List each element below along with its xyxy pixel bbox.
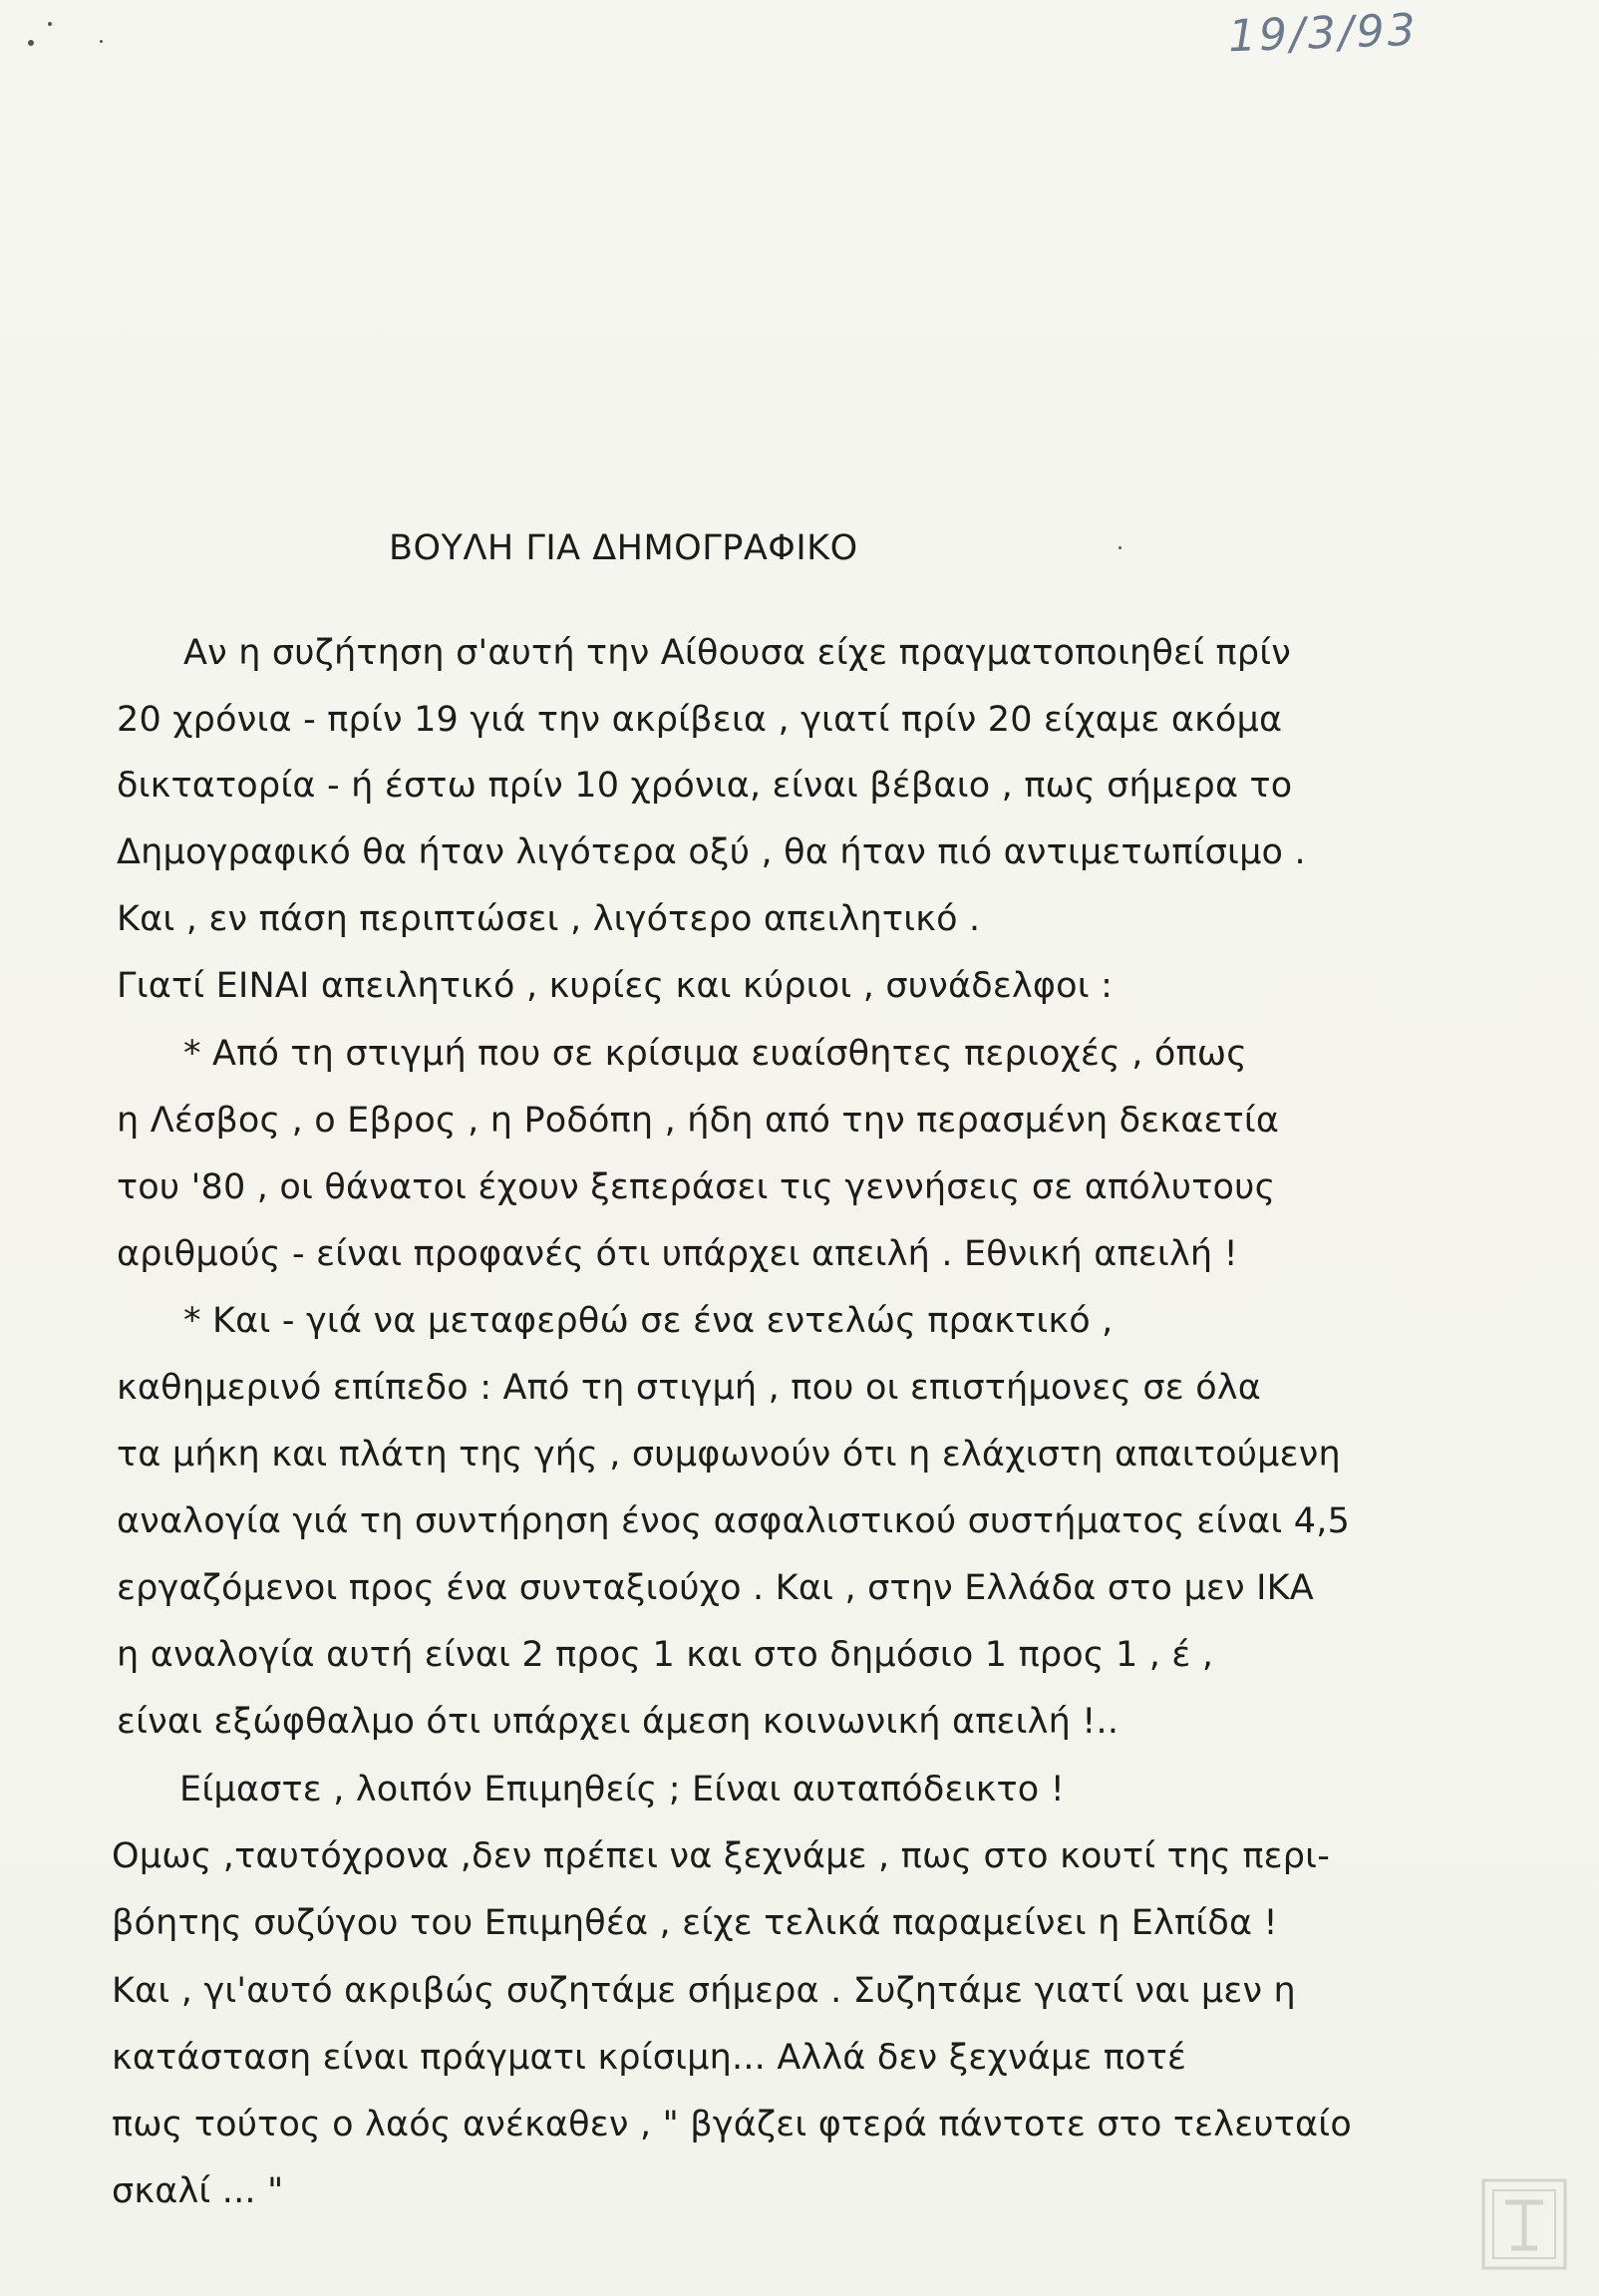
text-line: Δημογραφικό θα ήταν λιγότερα οξύ , θα ήταν πιό αντιμετωπίσιμο . xyxy=(117,832,1306,872)
text-line: * Και - γιά να μεταφερθώ σε ένα εντελώς πρακτικό , xyxy=(183,1301,1114,1341)
text-line: κατάσταση είναι πράγματι κρίσιμη... Αλλά δεν ξεχνάμε ποτέ xyxy=(112,2038,1187,2078)
text-line: τα μήκη και πλάτη της γής , συμφωνούν ότι η ελάχιστη απαιτούμενη xyxy=(117,1435,1341,1475)
text-line: καθημερινό επίπεδο : Από τη στιγμή , που οι επιστήμονες σε όλα xyxy=(117,1368,1262,1408)
text-line: σκαλί ... " xyxy=(112,2171,284,2211)
scan-speck xyxy=(100,40,103,43)
scan-speck xyxy=(28,40,34,46)
document-title: ΒΟΥΛΗ ΓΙΑ ΔΗΜΟΓΡΑΦΙΚΟ xyxy=(389,528,858,568)
text-line: Ομως ,ταυτόχρονα ,δεν πρέπει να ξεχνάμε , πως στο κουτί της περι- xyxy=(112,1836,1331,1876)
text-line: αναλογία γιά τη συντήρηση ένος ασφαλιστικού συστήματος είναι 4,5 xyxy=(117,1501,1351,1541)
scan-speck xyxy=(1119,546,1121,549)
text-line: Γιατί ΕΙΝΑΙ απειλητικό , κυρίες και κύριοι , συνάδελφοι : xyxy=(117,966,1114,1006)
text-line: Αν η συζήτηση σ'αυτή την Αίθουσα είχε πραγματοποιηθεί πρίν xyxy=(183,633,1292,673)
text-line: η Λέσβος , ο Εβρος , η Ροδόπη , ήδη από την περασμένη δεκαετία xyxy=(117,1101,1280,1141)
scan-speck xyxy=(48,22,52,26)
text-line: βόητης συζύγου του Επιμηθέα , είχε τελικά παραμείνει η Ελπίδα ! xyxy=(112,1903,1278,1943)
text-line: Και , εν πάση περιπτώσει , λιγότερο απειλητικό . xyxy=(117,899,981,939)
text-line: * Από τη στιγμή που σε κρίσιμα ευαίσθητες περιοχές , όπως xyxy=(183,1034,1247,1074)
text-line: 20 χρόνια - πρίν 19 γιά την ακρίβεια , γιατί πρίν 20 είχαμε ακόμα xyxy=(117,700,1283,740)
text-line: η αναλογία αυτή είναι 2 προς 1 και στο δημόσιο 1 προς 1 , έ , xyxy=(117,1635,1214,1675)
text-line: δικτατορία - ή έστω πρίν 10 χρόνια, είναι βέβαιο , πως σήμερα το xyxy=(117,766,1293,806)
archive-stamp-icon xyxy=(1481,2178,1567,2270)
handwritten-date: 19/3/93 xyxy=(1227,4,1420,63)
text-line: του '80 , οι θάνατοι έχουν ξεπεράσει τις γεννήσεις σε απόλυτους xyxy=(117,1167,1276,1207)
text-line: αριθμούς - είναι προφανές ότι υπάρχει απειλή . Εθνική απειλή ! xyxy=(117,1234,1238,1274)
text-line: Και , γι'αυτό ακριβώς συζητάμε σήμερα . Συζητάμε γιατί ναι μεν η xyxy=(112,1971,1296,2011)
text-line: εργαζόμενοι προς ένα συνταξιούχο . Και , στην Ελλάδα στο μεν ΙΚΑ xyxy=(117,1568,1314,1608)
text-line: Είμαστε , λοιπόν Επιμηθείς ; Είναι αυταπόδεικτο ! xyxy=(179,1770,1065,1809)
text-line: πως τούτος ο λαός ανέκαθεν , " βγάζει φτερά πάντοτε στο τελευταίο xyxy=(112,2105,1352,2144)
text-line: είναι εξώφθαλμο ότι υπάρχει άμεση κοινωνική απειλή !.. xyxy=(117,1702,1119,1742)
